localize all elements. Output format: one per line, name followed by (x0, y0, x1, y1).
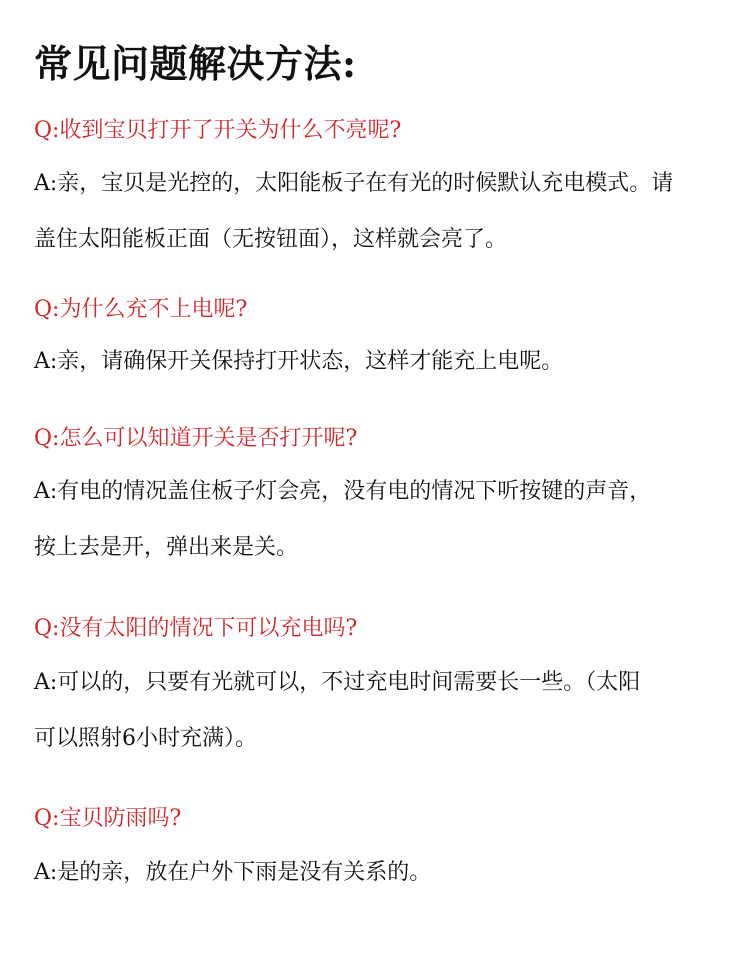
page-title: 常见问题解决方法: (34, 41, 357, 86)
faq-answer-3-line-1: A:有电的情况盖住板子灯会亮，没有电的情况下听按键的声音， (34, 479, 652, 504)
faq-answer-1-line-1: A:亲，宝贝是光控的，太阳能板子在有光的时候默认充电模式。请 (34, 171, 674, 196)
faq-question-3: Q:怎么可以知道开关是否打开呢? (34, 426, 358, 451)
faq-answer-3-line-2: 按上去是开，弹出来是关。 (34, 535, 299, 560)
faq-question-1: Q:收到宝贝打开了开关为什么不亮呢? (34, 118, 402, 143)
faq-answer-2 (34, 334, 724, 390)
faq-question-5: Q:宝贝防雨吗? (34, 806, 182, 831)
faq-answer-4 (34, 655, 724, 767)
faq-answer-5 (34, 845, 724, 901)
faq-answer-5-line-1: A:是的亲，放在户外下雨是没有关系的。 (34, 860, 432, 885)
faq-answer-3 (34, 464, 724, 576)
faq-answer-1 (34, 156, 724, 268)
faq-question-2: Q:为什么充不上电呢? (34, 297, 248, 322)
faq-answer-1-line-2: 盖住太阳能板正面（无按钮面），这样就会亮了。 (34, 227, 508, 252)
faq-answer-4-line-1: A:可以的，只要有光就可以，不过充电时间需要长一些。（太阳 (34, 670, 641, 695)
faq-answer-2-line-1: A:亲，请确保开关保持打开状态，这样才能充上电呢。 (34, 349, 564, 374)
faq-answer-4-line-2: 可以照射6小时充满）。 (34, 726, 257, 751)
faq-question-4: Q:没有太阳的情况下可以充电吗? (34, 616, 358, 641)
